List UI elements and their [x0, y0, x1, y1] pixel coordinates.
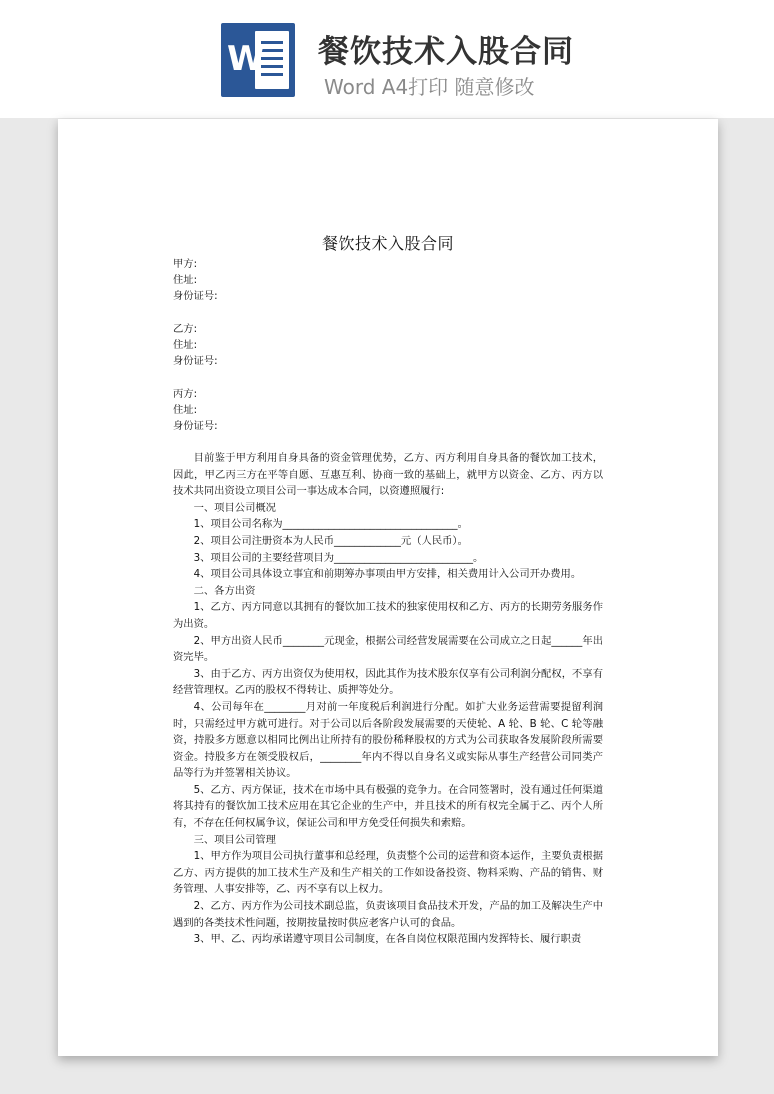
header-subtitle: Word A4打印 随意修改 — [324, 75, 535, 99]
party-b-label: 乙方: — [173, 323, 198, 335]
party-b-address: 住址: — [173, 339, 198, 351]
party-c-label: 丙方: — [173, 388, 198, 400]
header-banner — [0, 0, 774, 118]
word-icon — [221, 23, 295, 97]
paragraph: 4、公司每年在________月对前一年度税后利润进行分配。如扩大业务运营需要提留利润时，只需经过甲方就可进行。对于公司以后各阶段发展需要的天使轮、A 轮、B 轮、C 轮等融资，持股多方愿意以相同比例出让所持有的股份稀释股权的方式为公司获取各发展阶段所需要资金。持股多方在领受股权后，________年内不得以自身名义或实际从事生产经营公司同类产品等行为并签署相关协议。 — [173, 700, 603, 780]
party-b-block — [173, 321, 218, 369]
section-heading: 三、项目公司管理 — [193, 833, 276, 846]
paragraph: 2、项目公司注册资本为人民币_____________元（人民币）。 — [193, 534, 468, 547]
paragraph: 目前鉴于甲方利用自身具备的资金管理优势，乙方、丙方利用自身具备的餐饮加工技术，因此，甲乙丙三方在平等自愿、互惠互利、协商一致的基础上，就甲方以资金、乙方、丙方以技术共同出资设立项目公司一事达成本合同，以资遵照履行: — [173, 452, 603, 498]
paragraph: 4、项目公司具体设立事宜和前期筹办事项由甲方安排，相关费用计入公司开办费用。 — [193, 568, 582, 581]
paragraph: 1、甲方作为项目公司执行董事和总经理，负责整个公司的运营和资本运作，主要负责根据乙方、丙方提供的加工技术生产及和生产相关的工作如设备投资、物料采购、产品的销售、财务管理、人事安排等，乙、丙不享有以上权力。 — [173, 850, 603, 896]
paragraph: 3、甲、乙、丙均承诺遵守项目公司制度，在各自岗位权限范围内发挥特长、履行职责 — [193, 933, 582, 946]
paragraph: 2、乙方、丙方作为公司技术副总监，负责该项目食品技术开发，产品的加工及解决生产中遇到的各类技术性问题，按期按量按时供应老客户认可的食品。 — [173, 900, 603, 929]
document-body — [173, 450, 603, 948]
paragraph: 3、由于乙方、丙方出资仅为使用权，因此其作为技术股东仅享有公司利润分配权，不享有经营管理权。乙丙的股权不得转让、质押等处分。 — [173, 667, 603, 697]
party-c-block — [173, 386, 218, 434]
section-heading: 一、项目公司概况 — [193, 501, 276, 514]
party-a-id: 身份证号: — [173, 290, 218, 302]
document-page — [58, 119, 718, 1056]
party-b-id: 身份证号: — [173, 355, 218, 367]
party-c-id: 身份证号: — [173, 420, 218, 432]
party-a-block — [173, 256, 218, 304]
section-heading: 二、各方出资 — [193, 584, 256, 597]
paragraph: 5、乙方、丙方保证，技术在市场中具有极强的竞争力。在合同签署时，没有通过任何渠道将其持有的餐饮加工技术应用在其它企业的生产中，并且技术的所有权完全属于乙、丙个人所有，不存在任何权属争议，保证公司和甲方免受任何损失和索赔。 — [173, 783, 603, 830]
party-a-label: 甲方: — [173, 258, 198, 270]
party-a-address: 住址: — [173, 274, 198, 286]
paragraph: 2、甲方出资人民币________元现金，根据公司经营发展需要在公司成立之日起______年出资完毕。 — [173, 634, 603, 664]
paragraph: 1、项目公司名称为__________________________________。 — [193, 518, 468, 531]
document-title: 餐饮技术入股合同 — [321, 234, 454, 253]
paragraph: 1、乙方、丙方同意以其拥有的餐饮加工技术的独家使用权和乙方、丙方的长期劳务服务作为出资。 — [173, 601, 603, 630]
party-c-address: 住址: — [173, 404, 198, 416]
header-title: 餐饮技术入股合同 — [318, 34, 574, 70]
word-icon-letter: W — [227, 39, 265, 79]
paragraph: 3、项目公司的主要经营项目为___________________________。 — [193, 551, 484, 564]
